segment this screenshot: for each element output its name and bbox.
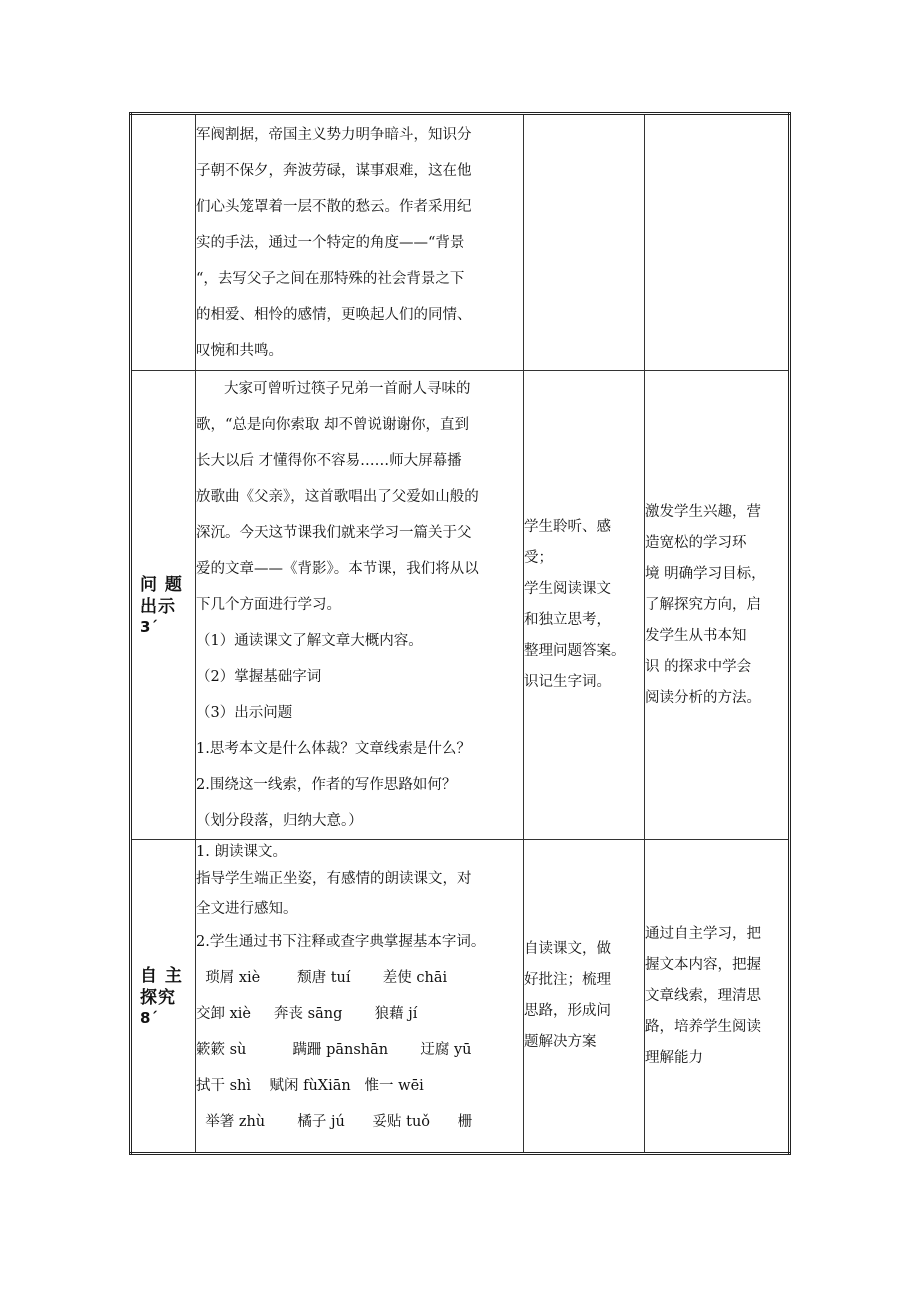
lesson-plan-table xyxy=(129,112,791,1155)
design-intent-cell: 激发学生兴趣，营 造宽松的学习环 境 明确学习目标， 了解探究方向，启 发学生从书本知 识 的探求中学会 阅读分析的方法。 xyxy=(645,371,790,840)
design-intent-cell xyxy=(645,114,790,371)
student-activity-cell: 学生聆听、感 受； 学生阅读课文 和独立思考， 整理问题答案。 识记生字词。 xyxy=(524,371,645,840)
design-intent-cell: 通过自主学习，把 握文本内容，把握 文章线索，理清思 路，培养学生阅读 理解能力 xyxy=(645,840,790,1154)
stage-time: 8´ xyxy=(140,1009,158,1027)
teacher-activity-cell: 1. 朗读课文。 指导学生端正坐姿，有感情的朗读课文，对 全文进行感知。 2.学生通过书下注释或查字典掌握基本字词。 琐屑 xiè 颓唐 tuí 差使 chāi 交卸 xiè 奔丧 sāng 狼藉 jí 簌簌 sù 蹒跚 pānshān 迂腐 yū 拭干 shì 赋闲 fùXiān 惟一 wēi 举箸 zhù 橘子 jú 妥贴 tuǒ 栅 xyxy=(196,840,524,1154)
stage-cell xyxy=(131,840,196,1154)
table-row xyxy=(131,114,790,371)
stage-time: 3´ xyxy=(140,618,158,636)
stage-cell xyxy=(131,371,196,840)
table-row xyxy=(131,840,790,1154)
stage-name: 问 题 xyxy=(140,575,183,595)
stage-name: 自 主 xyxy=(140,966,183,986)
table-row xyxy=(131,371,790,840)
stage-name: 出示 xyxy=(140,597,176,617)
stage-cell xyxy=(131,114,196,371)
teacher-activity-cell: 大家可曾听过筷子兄弟一首耐人寻味的 歌，“总是向你索取 却不曾说谢谢你，直到 长大以后 才懂得你不容易……师大屏幕播 放歌曲《父亲》，这首歌唱出了父爱如山般的 深沉。今天这节课我们就来学习一篇关于父 爱的文章——《背影》。本节课，我们将从以 下几个方面进行学习。 （1）通读课文了解文章大概内容。 （2）掌握基础字词 （3）出示问题 1.思考本文是什么体裁？文章线索是什么？ 2.围绕这一线索，作者的写作思路如何？ （划分段落，归纳大意。） xyxy=(196,371,524,840)
student-activity-cell: 自读课文，做 好批注；梳理 思路，形成问 题解决方案 xyxy=(524,840,645,1154)
student-activity-cell xyxy=(524,114,645,371)
teacher-activity-cell: 军阀割据，帝国主义势力明争暗斗，知识分 子朝不保夕，奔波劳碌，谋事艰难，这在他 们心头笼罩着一层不散的愁云。作者采用纪 实的手法，通过一个特定的角度——“背景 “，去写父子之间在那特殊的社会背景之下 的相爱、相怜的感情，更唤起人们的同情、 叹惋和共鸣。 xyxy=(196,114,524,371)
stage-name: 探究 xyxy=(140,988,176,1008)
